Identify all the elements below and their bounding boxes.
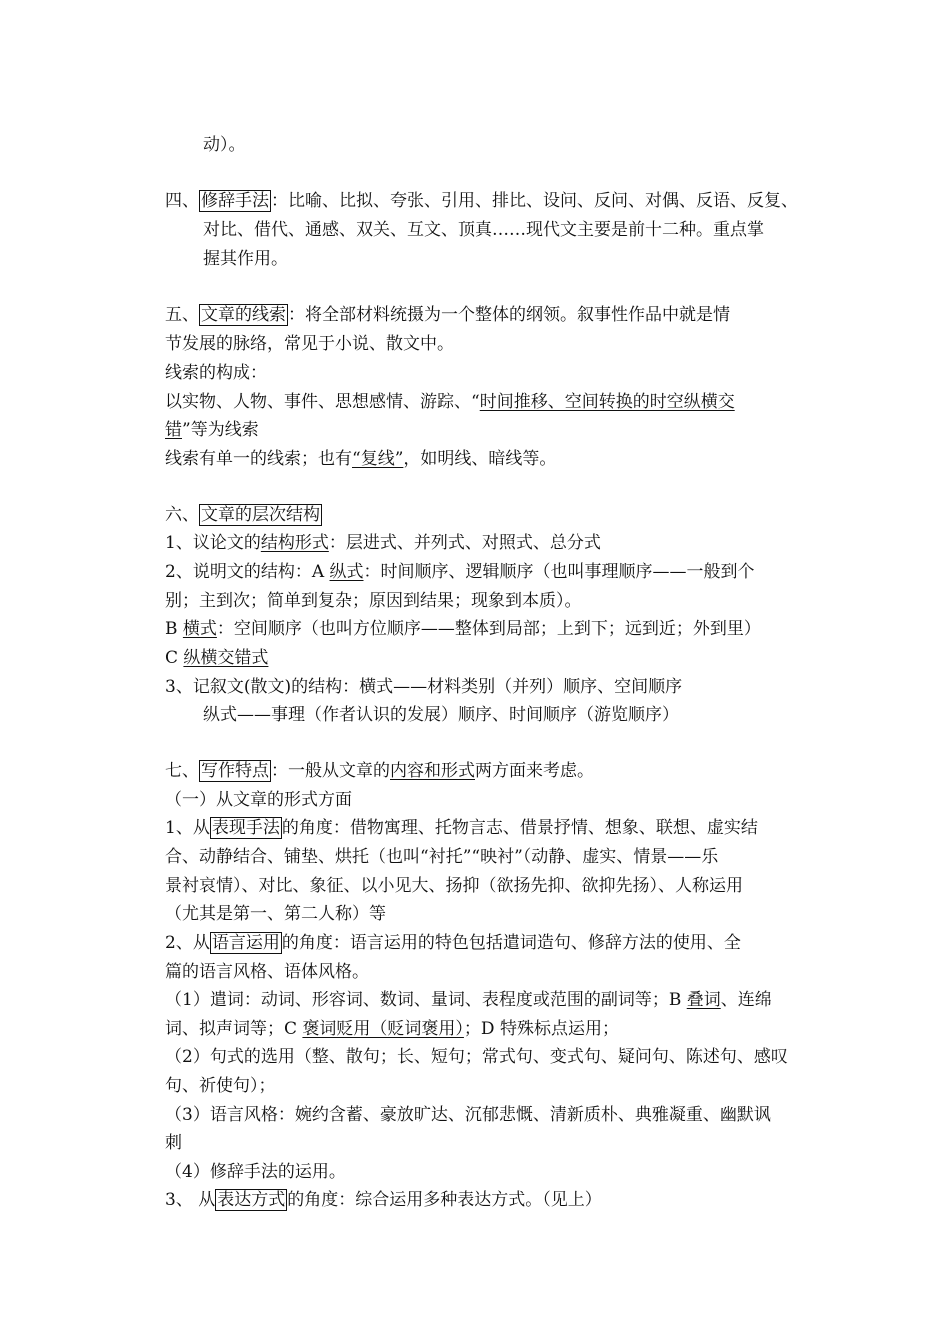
underlined-text: 时间推移、空间转换的时空纵横交 xyxy=(479,392,735,412)
text-line: 对比、借代、通感、双关、互文、顶真……现代文主要是前十二种。重点掌 xyxy=(203,220,764,240)
text-line: 3、记叙文(散文)的结构：横式——材料类别（并列）顺序、空间顺序 xyxy=(165,677,683,697)
underlined-text: 叠词 xyxy=(686,990,721,1010)
text-line: 错”等为线索 xyxy=(165,420,259,440)
term-box-expression-mode: 表达方式 xyxy=(217,1190,286,1210)
text-line: 动）。 xyxy=(203,135,246,155)
text-line: 词、拟声词等；C 褒词贬用（贬词褒用）；D 特殊标点运用； xyxy=(165,1019,619,1039)
term-box-structure: 文章的层次结构 xyxy=(201,505,320,525)
section-5-heading: 五、 文章的线索 ：将全部材料统摄为一个整体的纲领。叙事性作品中就是情 xyxy=(165,305,730,325)
text-line: （一）从文章的形式方面 xyxy=(165,790,352,810)
text-line: 景衬哀情）、对比、象征、以小见大、扬抑（欲扬先抑、欲抑先扬）、人称运用 xyxy=(165,876,743,896)
underlined-text: “复线” xyxy=(352,449,404,469)
text-line: 句、祈使句）； xyxy=(165,1076,276,1096)
text-line: 线索的构成： xyxy=(165,363,267,383)
text-line: （尤其是第一、第二人称）等 xyxy=(165,904,386,924)
underlined-text: 褒词贬用（贬词褒用） xyxy=(302,1019,464,1039)
text-line: （4）修辞手法的运用。 xyxy=(165,1162,346,1182)
text-line: 2、说明文的结构：A 纵式：时间顺序、逻辑顺序（也叫事理顺序——一般到个 xyxy=(165,562,755,582)
text-line: C 纵横交错式 xyxy=(165,648,269,668)
text-line: 刺 xyxy=(165,1133,182,1153)
text-line: （3）语言风格：婉约含蓄、豪放旷达、沉郁悲慨、清新质朴、典雅凝重、幽默讽 xyxy=(165,1105,771,1125)
underlined-text: 横式 xyxy=(182,619,217,639)
text-line: 节发展的脉络，常见于小说、散文中。 xyxy=(165,334,454,354)
text-line: 2、从 语言运用 的角度：语言运用的特色包括遣词造句、修辞方法的使用、全 xyxy=(165,933,741,953)
term-box-clue: 文章的线索 xyxy=(201,305,286,325)
text-line: 篇的语言风格、语体风格。 xyxy=(165,962,369,982)
text-line: 1、议论文的结构形式：层进式、并列式、对照式、总分式 xyxy=(165,533,601,553)
term-box-rhetoric: 修辞手法 xyxy=(201,191,269,211)
text-line: 以实物、人物、事件、思想感情、游踪、“时间推移、空间转换的时空纵横交 xyxy=(165,392,735,412)
text-line: 线索有单一的线索；也有“复线”，如明线、暗线等。 xyxy=(165,449,557,469)
text-line: 1、从 表现手法 的角度：借物寓理、托物言志、借景抒情、想象、联想、虚实结 xyxy=(165,818,758,838)
underlined-text: 错 xyxy=(165,420,182,440)
text-line: 纵式——事理（作者认识的发展）顺序、时间顺序（游览顺序） xyxy=(203,705,679,725)
underlined-text: 结构形式 xyxy=(260,533,329,553)
text-line: 3、 从 表达方式 的角度：综合运用多种表达方式。（见上） xyxy=(165,1190,602,1210)
section-4-heading: 四、 修辞手法 ：比喻、比拟、夸张、引用、排比、设问、反问、对偶、反语、反复、 xyxy=(165,191,798,211)
underlined-text: 内容和形式 xyxy=(390,761,475,781)
underlined-text: 纵横交错式 xyxy=(183,648,269,668)
text-line: B 横式：空间顺序（也叫方位顺序——整体到局部；上到下；远到近；外到里） xyxy=(165,619,761,639)
text-line: （2）句式的选用（整、散句；长、短句；常式句、变式句、疑问句、陈述句、感叹 xyxy=(165,1047,788,1067)
text-line: 合、动静结合、铺垫、烘托（也叫“衬托”“映衬”（动静、虚实、情景——乐 xyxy=(165,847,719,867)
text-line: （1）遣词：动词、形容词、数词、量词、表程度或范围的副词等；B 叠词、连绵 xyxy=(165,990,772,1010)
section-7-heading: 七、 写作特点 ：一般从文章的内容和形式两方面来考虑。 xyxy=(165,761,594,781)
underlined-text: 纵式 xyxy=(329,562,364,582)
term-box-writing-features: 写作特点 xyxy=(201,761,269,781)
text-line: 别；主到次；简单到复杂；原因到结果；现象到本质）。 xyxy=(165,591,582,611)
term-box-language-use: 语言运用 xyxy=(211,933,280,953)
section-6-heading: 六、 文章的层次结构 xyxy=(165,505,320,525)
term-box-expression-technique: 表现手法 xyxy=(211,818,280,838)
text-line: 握其作用。 xyxy=(203,249,288,269)
